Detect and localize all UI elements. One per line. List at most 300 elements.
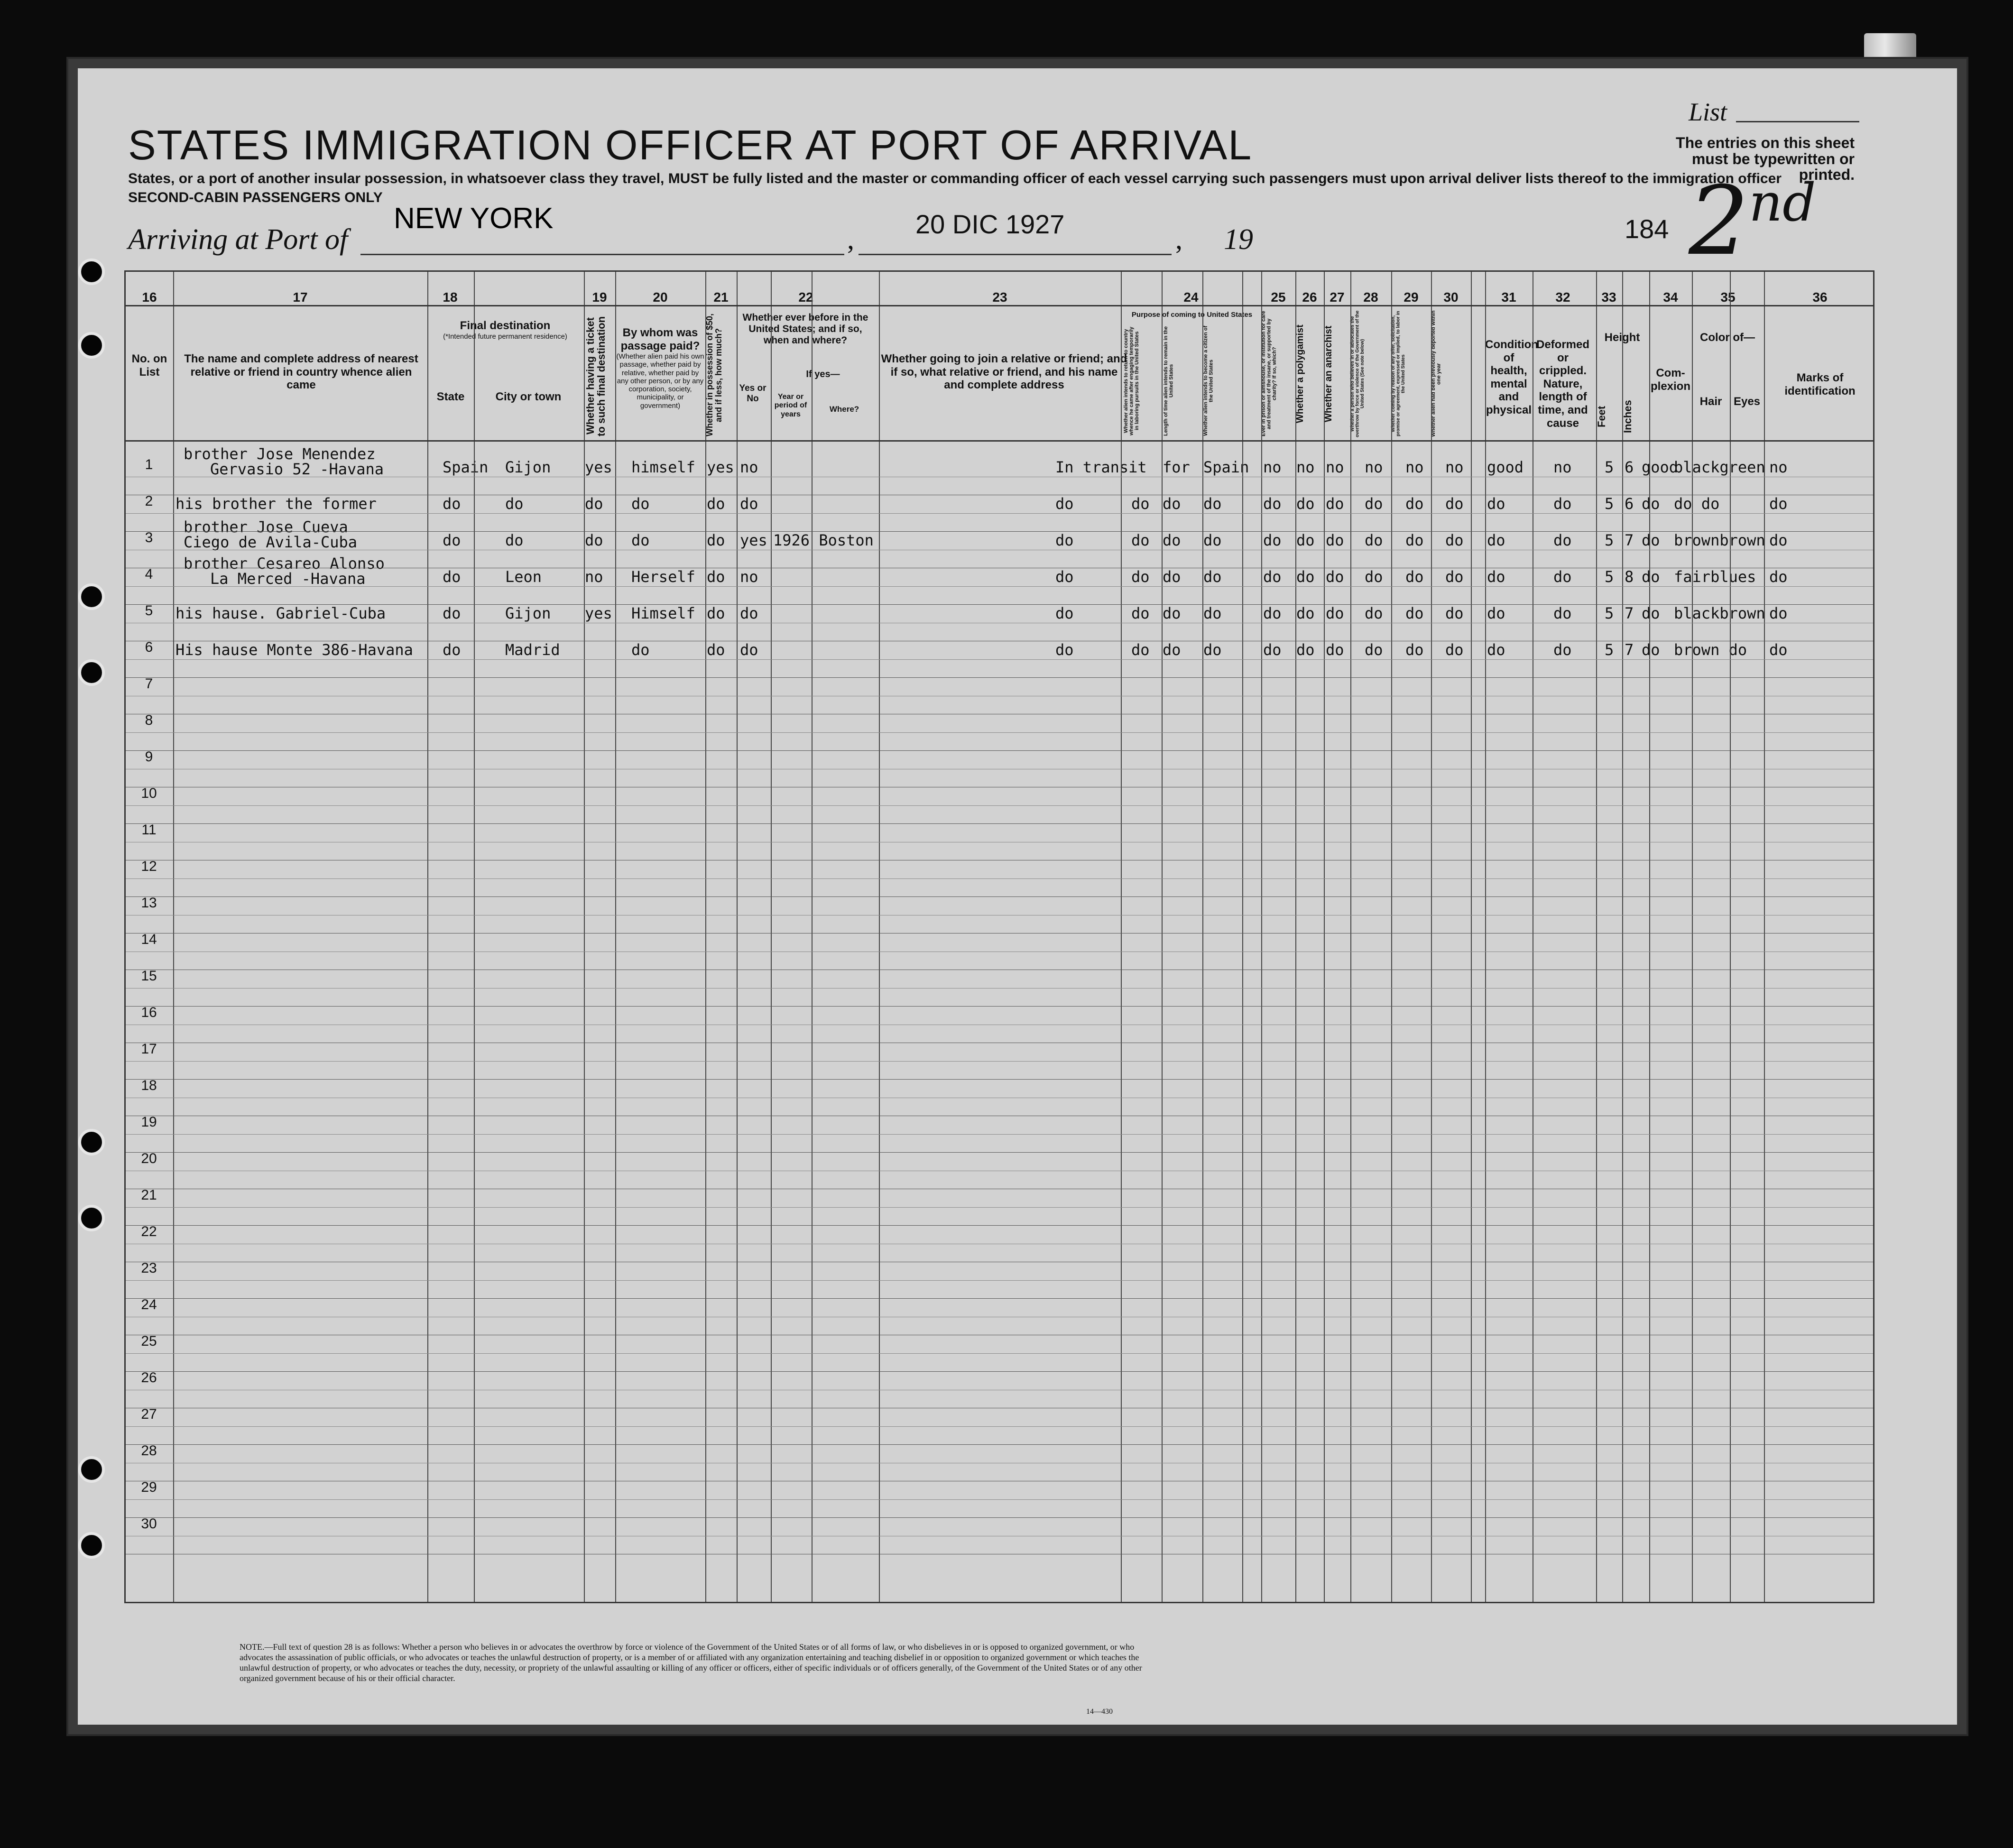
cell-overthrow: no	[1365, 458, 1383, 476]
cell-anarch: do	[1326, 495, 1344, 513]
row-number: 19	[141, 1114, 157, 1130]
cell-prison: do	[1263, 568, 1282, 586]
cell-hair-eyes: blackbrown	[1674, 604, 1765, 622]
column-rule	[427, 272, 428, 1602]
cell-money: do	[707, 568, 725, 586]
cell-ticket: do	[585, 495, 603, 513]
cell-condition: do	[1487, 604, 1505, 622]
header-anarchist: Whether an anarchist	[1323, 325, 1334, 422]
cell-poly: do	[1296, 641, 1315, 659]
cell-overthrow: do	[1365, 568, 1383, 586]
column-rule	[1692, 272, 1693, 1602]
cell-overthrow: do	[1365, 641, 1383, 659]
cell-poly: do	[1296, 531, 1315, 549]
cell-anarch: do	[1326, 641, 1344, 659]
cell-money: do	[707, 495, 725, 513]
cell-deformed: do	[1553, 495, 1572, 513]
row-number: 29	[141, 1479, 157, 1495]
column-rule	[1261, 272, 1262, 1602]
cell-prison: do	[1263, 531, 1282, 549]
relative-name: his hause. Gabriel-Cuba	[175, 604, 386, 622]
cell-hair-eyes: brown do	[1674, 641, 1747, 659]
row-number: 5	[145, 603, 153, 619]
cell-inches: 7	[1625, 531, 1634, 549]
cell-purpose-a: do	[1131, 531, 1150, 549]
date-underline	[859, 254, 1172, 255]
column-rule	[1202, 272, 1203, 1602]
row-rule	[126, 1061, 1873, 1062]
header-final-destination: Final destination (*Intended future permanent residence)	[443, 319, 567, 341]
subtitle-line: States, or a port of another insular possession, in whatsoever class they travel, MUST be fully listed and the master or commanding officer of each vessel carrying such passengers must upon arrival deliver lists thereof to the immigration officer	[128, 171, 1782, 186]
cell-complexion: do	[1642, 495, 1660, 513]
row-rule	[126, 586, 1873, 587]
column-number: 25	[1271, 290, 1286, 305]
cell-hair-eyes: blackgreen	[1674, 458, 1765, 476]
cell-deformed: do	[1553, 641, 1572, 659]
cell-before: no	[740, 458, 758, 476]
cell-poly: do	[1296, 568, 1315, 586]
cell-state: do	[443, 568, 461, 586]
cell-anarch: do	[1326, 604, 1344, 622]
cell-complexion: good	[1642, 458, 1679, 476]
row-number: 10	[141, 785, 157, 801]
row-number: 30	[141, 1516, 157, 1532]
column-number: 33	[1601, 290, 1616, 305]
cell-complexion: do	[1642, 531, 1660, 549]
cell-ticket: do	[585, 531, 603, 549]
column-rule	[1471, 272, 1472, 1602]
row-rule	[126, 1353, 1873, 1354]
column-number: 31	[1501, 290, 1516, 305]
cell-deported: do	[1445, 604, 1464, 622]
cell-purpose-b: do	[1163, 641, 1181, 659]
cell-year-where: 1926 Boston	[773, 531, 874, 549]
cell-purpose-c: do	[1203, 568, 1222, 586]
cell-purpose-b: for	[1163, 458, 1190, 476]
cell-prison: no	[1263, 458, 1282, 476]
cell-prison: do	[1263, 604, 1282, 622]
cell-condition: do	[1487, 495, 1505, 513]
row-number: 20	[141, 1151, 157, 1166]
column-rule	[1350, 272, 1351, 1602]
entries-note: The entries on this sheet must be typewritten or printed.	[1676, 134, 1855, 184]
row-rule	[126, 1134, 1873, 1135]
cell-join: In transit	[1055, 458, 1147, 476]
manifest-table	[124, 270, 1874, 1603]
column-rule	[1622, 272, 1623, 1602]
cell-city: Gijon	[505, 458, 551, 476]
cell-inches: 6	[1625, 458, 1634, 476]
cell-paid: himself	[631, 458, 695, 476]
list-label: List	[1689, 98, 1727, 126]
column-number: 36	[1812, 290, 1828, 305]
column-rule	[705, 272, 706, 1602]
cell-prison: do	[1263, 641, 1282, 659]
row-rule	[126, 823, 1873, 824]
cell-condition: do	[1487, 531, 1505, 549]
cell-marks: do	[1769, 495, 1788, 513]
row-number: 3	[145, 530, 153, 545]
comma: ,	[1175, 223, 1182, 255]
cell-marks: do	[1769, 568, 1788, 586]
cell-money: do	[707, 531, 725, 549]
cell-paid: do	[631, 495, 650, 513]
column-number: 30	[1443, 290, 1459, 305]
column-number: 21	[713, 290, 729, 305]
header-deformed: Deformed or crippled. Nature, length of time, and cause	[1536, 338, 1590, 430]
cell-inches: 6	[1625, 495, 1634, 513]
header-deported: Whether alien had been previously deported within one year	[1431, 310, 1442, 437]
cell-feet: 5	[1605, 641, 1614, 659]
row-rule	[126, 1152, 1873, 1153]
relative-name: His hause Monte 386-Havana	[175, 641, 413, 659]
column-number: 34	[1663, 290, 1678, 305]
header-prison: Ever in prison or almshouse, or institution for care and treatment of the insane, or supported by charity? If so, which?	[1261, 311, 1278, 437]
column-number: 26	[1302, 290, 1317, 305]
header-color-of: Color of—	[1700, 331, 1755, 344]
header-year-period: Year or period of years	[774, 393, 807, 418]
column-number: 28	[1363, 290, 1378, 305]
cell-city: Gijon	[505, 604, 551, 622]
cell-anarch: no	[1326, 458, 1344, 476]
cell-inches: 8	[1625, 568, 1634, 586]
cell-join: do	[1055, 531, 1074, 549]
row-rule	[126, 659, 1873, 660]
header-height: Height	[1604, 331, 1640, 344]
column-number: 35	[1720, 290, 1736, 305]
port-underline	[360, 254, 844, 255]
list-line	[1736, 121, 1859, 122]
punch-hole	[78, 583, 105, 610]
cell-join: do	[1055, 641, 1074, 659]
header-purpose: Purpose of coming to United States	[1131, 311, 1253, 319]
column-rule	[1295, 272, 1296, 1602]
row-rule	[126, 750, 1873, 751]
cell-money: do	[707, 604, 725, 622]
cell-before: yes	[740, 531, 767, 549]
row-number: 24	[141, 1297, 157, 1312]
year-label: 19	[1224, 223, 1253, 256]
cell-poly: no	[1296, 458, 1315, 476]
relative-address: Ciego de Avila-Cuba	[184, 533, 358, 551]
header-eyes: Eyes	[1733, 395, 1761, 408]
cell-paid: do	[631, 641, 650, 659]
cell-condition: good	[1487, 458, 1524, 476]
cell-state: Spain	[443, 458, 489, 476]
cabin-class: SECOND-CABIN PASSENGERS ONLY	[128, 190, 383, 205]
row-number: 12	[141, 859, 157, 874]
column-rule	[1162, 272, 1163, 1602]
cell-purpose-b: do	[1163, 604, 1181, 622]
cell-complexion: do	[1642, 641, 1660, 659]
row-number: 18	[141, 1078, 157, 1093]
cell-inches: 7	[1625, 604, 1634, 622]
column-rule	[1485, 272, 1486, 1602]
cell-hair-eyes: do do	[1674, 495, 1720, 513]
row-number: 2	[145, 493, 153, 509]
cell-feet: 5	[1605, 531, 1614, 549]
punch-hole	[78, 1532, 105, 1559]
cell-overthrow: do	[1365, 604, 1383, 622]
cell-paid: do	[631, 531, 650, 549]
cell-feet: 5	[1605, 568, 1614, 586]
row-rule	[126, 732, 1873, 733]
row-rule	[126, 1079, 1873, 1080]
port-value: NEW YORK	[394, 202, 554, 235]
cell-deported: do	[1445, 495, 1464, 513]
relative-name: brother Cesareo Alonso	[184, 554, 385, 573]
row-rule	[126, 1207, 1873, 1208]
cell-join: do	[1055, 604, 1074, 622]
cell-paid: Himself	[631, 604, 695, 622]
cell-deported: do	[1445, 531, 1464, 549]
cell-complexion: do	[1642, 568, 1660, 586]
cell-join: do	[1055, 568, 1074, 586]
cell-complexion: do	[1642, 604, 1660, 622]
row-number: 14	[141, 932, 157, 947]
header-complexion: Com-plexion	[1650, 367, 1690, 393]
header-feet: Feet	[1596, 406, 1607, 427]
cell-purpose-a: do	[1131, 568, 1150, 586]
arriving-label: Arriving at Port of	[128, 223, 348, 256]
cell-join: do	[1055, 495, 1074, 513]
cell-inches: 7	[1625, 641, 1634, 659]
cell-state: do	[443, 604, 461, 622]
row-number: 17	[141, 1041, 157, 1057]
header-passage-paid: By whom was passage paid? (Whether alien paid his own passage, whether paid by relative, whether paid by any other person, or by any corporation, society, municipality, or government)	[616, 326, 704, 410]
column-rule	[1764, 272, 1765, 1602]
form-number: 14—430	[1086, 1708, 1113, 1716]
column-rule	[1431, 272, 1432, 1602]
column-number: 27	[1330, 290, 1345, 305]
cell-condition: do	[1487, 568, 1505, 586]
cell-state: do	[443, 531, 461, 549]
header-inches: Inches	[1622, 400, 1634, 433]
row-number: 8	[145, 712, 153, 728]
header-overthrow: Whether a person who believes in or advocates the overthrow by force or violence of the Government of the United States (See note below)	[1350, 310, 1365, 437]
cell-deformed: do	[1553, 531, 1572, 549]
form-title: STATES IMMIGRATION OFFICER AT PORT OF ARRIVAL	[128, 121, 1253, 168]
row-number: 28	[141, 1443, 157, 1459]
column-rule	[584, 272, 585, 1602]
cell-offer: do	[1405, 604, 1424, 622]
punch-hole	[78, 1456, 105, 1483]
header-hair: Hair	[1699, 395, 1722, 408]
column-rule	[879, 272, 880, 1602]
row-number: 7	[145, 676, 153, 692]
cell-hair-eyes: fairblues	[1674, 568, 1756, 586]
cell-purpose-c: Spain	[1203, 458, 1249, 476]
header-purpose-length: Length of time alien intends to remain in the United States	[1163, 326, 1174, 436]
row-rule	[126, 878, 1873, 879]
row-number: 11	[141, 822, 157, 838]
header-join-relative: Whether going to join a relative or friend; and if so, what relative or friend, and his name and complete address	[881, 352, 1127, 392]
cell-before: do	[740, 495, 758, 513]
row-number: 15	[141, 968, 157, 984]
cell-purpose-a: do	[1131, 495, 1150, 513]
header-offer: Whether coming by reason of any offer, solicitation, promise or agreement, expressed or implied, to labor in the United States	[1391, 311, 1406, 437]
punch-hole	[78, 659, 105, 686]
cell-before: no	[740, 568, 758, 586]
cell-paid: Herself	[631, 568, 695, 586]
sheet-number: 184	[1625, 214, 1669, 244]
cell-purpose-b: do	[1163, 531, 1181, 549]
column-number: 20	[653, 290, 668, 305]
cell-before: do	[740, 641, 758, 659]
column-number: 19	[592, 290, 607, 305]
row-rule	[126, 1298, 1873, 1299]
header-ticket: Whether having a ticket to such final destination	[584, 316, 608, 436]
column-rule	[737, 272, 738, 1602]
row-number: 23	[141, 1260, 157, 1276]
cell-offer: do	[1405, 495, 1424, 513]
row-number: 21	[141, 1187, 157, 1203]
cell-purpose-a: do	[1131, 641, 1150, 659]
cell-offer: do	[1405, 531, 1424, 549]
column-rule	[771, 272, 772, 1602]
cell-marks: no	[1769, 458, 1788, 476]
cell-overthrow: do	[1365, 531, 1383, 549]
cell-offer: do	[1405, 641, 1424, 659]
cell-ticket: no	[585, 568, 603, 586]
footer-note: NOTE.—Full text of question 28 is as follows: Whether a person who believes in or advocates the overthrow by force or violence of the Government of the United States or of all forms of law, or who disbelieves in or is opposed to organized government, or who advocates the assassination of public officials, or who advocates or teaches the unlawful destruction of property, or is a member of or affiliated with any organization entertaining and teaching disbelief in or opposition to organized government or which teaches the unlawful destruction of property, or who advocates or teaches the duty, necessity, or propriety of the unlawful assaulting or killing of any officer or officers, either of specific individuals or of officers generally, of the Government of the United States or of any other organized government because of his or their official character.	[240, 1642, 1142, 1683]
row-number: 22	[141, 1224, 157, 1239]
header-purpose-citizen: Whether alien intends to become a citizen of the United States	[1203, 325, 1214, 436]
comma: ,	[847, 223, 854, 255]
punch-hole	[78, 332, 105, 359]
cell-marks: do	[1769, 531, 1788, 549]
cell-poly: do	[1296, 604, 1315, 622]
header-rule	[126, 305, 1873, 306]
cell-purpose-a: do	[1131, 604, 1150, 622]
header-money: Whether in possession of $50, and if less, how much?	[705, 313, 723, 437]
column-rule	[1596, 272, 1597, 1602]
cell-money: yes	[707, 458, 734, 476]
column-rule	[1121, 272, 1122, 1602]
row-number: 27	[141, 1406, 157, 1422]
header-condition: Condition of health, mental and physical	[1485, 338, 1538, 416]
header-yes-no: Yes or No	[739, 383, 766, 404]
cell-purpose-c: do	[1203, 495, 1222, 513]
row-rule	[126, 1371, 1873, 1372]
column-number: 18	[443, 290, 458, 305]
row-number: 1	[145, 457, 153, 472]
row-rule	[126, 1499, 1873, 1500]
column-rule	[812, 272, 813, 1602]
cell-deformed: do	[1553, 568, 1572, 586]
row-rule	[126, 1280, 1873, 1281]
row-rule	[126, 805, 1873, 806]
column-rule	[1649, 272, 1650, 1602]
header-where: Where?	[829, 405, 859, 414]
row-number: 25	[141, 1333, 157, 1349]
row-number: 6	[145, 639, 153, 655]
relative-name: brother Jose Cueva	[184, 518, 348, 536]
column-number: 23	[992, 290, 1007, 305]
header-nearest-relative: The name and complete address of nearest relative or friend in country whence alien came	[184, 352, 418, 392]
date-stamp: 20 DIC 1927	[915, 209, 1065, 239]
cell-money: do	[707, 641, 725, 659]
row-number: 9	[145, 749, 153, 765]
header-if-yes: If yes—	[806, 369, 840, 379]
punch-hole	[78, 1205, 105, 1231]
relative-address: La Merced -Havana	[210, 570, 366, 588]
column-number: 17	[293, 290, 308, 305]
cell-purpose-c: do	[1203, 641, 1222, 659]
column-number: 24	[1183, 290, 1199, 305]
cell-city: do	[505, 495, 524, 513]
cell-overthrow: do	[1365, 495, 1383, 513]
row-rule	[126, 896, 1873, 897]
header-before-us: Whether ever before in the United States; and if so, when and where?	[742, 312, 868, 346]
cell-purpose-b: do	[1163, 568, 1181, 586]
cell-deported: no	[1445, 458, 1464, 476]
header-state: State	[436, 390, 465, 403]
cell-purpose-b: do	[1163, 495, 1181, 513]
header-polygamist: Whether a polygamist	[1295, 324, 1305, 423]
row-number: 13	[141, 895, 157, 911]
cell-purpose-c: do	[1203, 531, 1222, 549]
cell-feet: 5	[1605, 458, 1614, 476]
cell-deformed: do	[1553, 604, 1572, 622]
cell-offer: do	[1405, 568, 1424, 586]
header-rule	[126, 440, 1873, 442]
cell-state: do	[443, 641, 461, 659]
relative-name: his brother the former	[175, 495, 377, 513]
row-number: 26	[141, 1370, 157, 1386]
cell-anarch: do	[1326, 531, 1344, 549]
handwritten-list-number: 2nd	[1689, 166, 1816, 277]
column-rule	[615, 272, 616, 1602]
cell-offer: no	[1405, 458, 1424, 476]
cell-hair-eyes: brownbrown	[1674, 531, 1765, 549]
cell-anarch: do	[1326, 568, 1344, 586]
column-number: 32	[1555, 290, 1570, 305]
column-number: 29	[1404, 290, 1419, 305]
cell-before: do	[740, 604, 758, 622]
cell-feet: 5	[1605, 495, 1614, 513]
row-rule	[126, 604, 1873, 605]
cell-city: do	[505, 531, 524, 549]
relative-address: Gervasio 52 -Havana	[210, 460, 384, 478]
cell-city: Leon	[505, 568, 542, 586]
cell-purpose-c: do	[1203, 604, 1222, 622]
column-rule	[1242, 272, 1243, 1602]
cell-city: Madrid	[505, 641, 560, 659]
cell-state: do	[443, 495, 461, 513]
row-rule	[126, 1006, 1873, 1007]
cell-marks: do	[1769, 604, 1788, 622]
cell-feet: 5	[1605, 604, 1614, 622]
relative-name: brother Jose Menendez	[184, 445, 376, 463]
column-number: 16	[142, 290, 157, 305]
cell-deformed: no	[1553, 458, 1572, 476]
column-rule	[173, 272, 174, 1602]
header-marks: Marks of identification	[1784, 371, 1856, 397]
row-rule	[126, 513, 1873, 514]
row-rule	[126, 531, 1873, 532]
cell-deported: do	[1445, 641, 1464, 659]
cell-condition: do	[1487, 641, 1505, 659]
cell-ticket: yes	[585, 604, 612, 622]
row-number: 4	[145, 566, 153, 582]
header-city: City or town	[495, 390, 562, 403]
cell-poly: do	[1296, 495, 1315, 513]
row-number: 16	[141, 1005, 157, 1020]
column-rule	[1324, 272, 1325, 1602]
column-rule	[474, 272, 475, 1602]
column-rule	[1391, 272, 1392, 1602]
